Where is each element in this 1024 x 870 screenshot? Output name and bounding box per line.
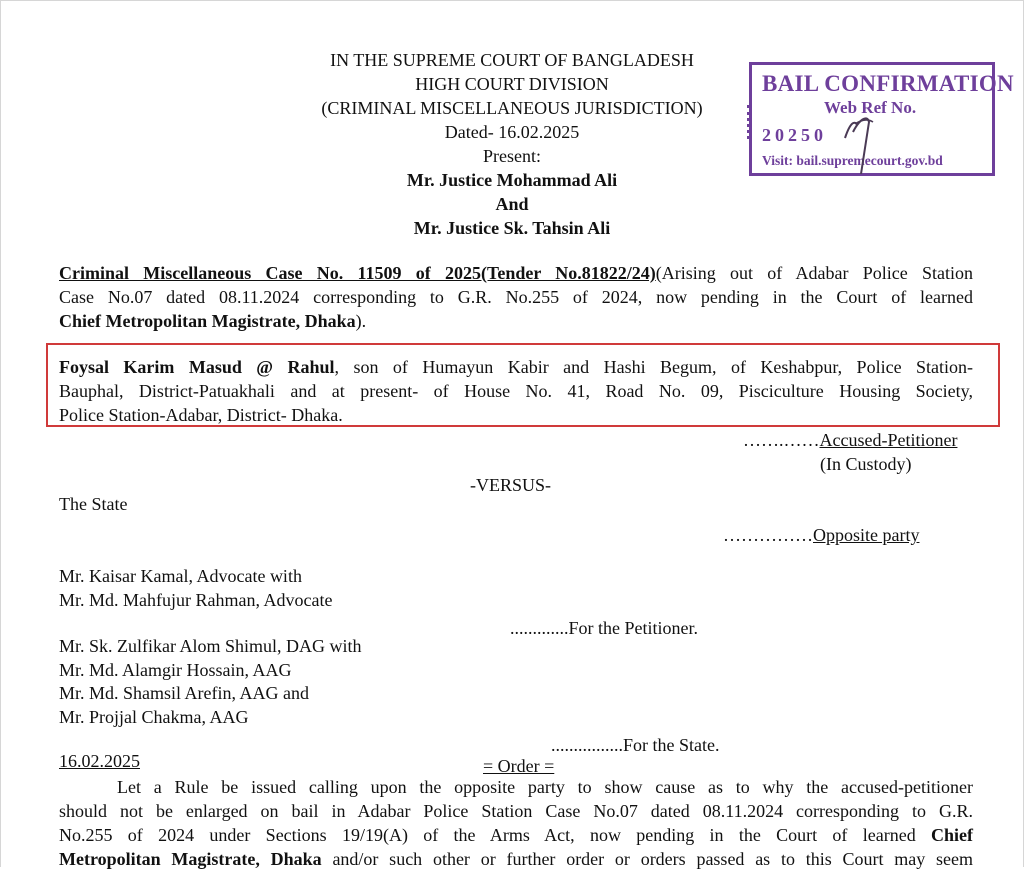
stamp-ref-number: 20250 [762,125,827,145]
handwritten-scribble [749,62,995,176]
counsel-petitioner-2: Mr. Md. Mahfujur Rahman, Advocate [59,590,333,610]
counsel-state-1: Mr. Sk. Zulfikar Alom Shimul, DAG with [59,636,362,656]
petitioner-name: Foysal Karim Masud @ Rahul [59,357,335,377]
order-line-3-text: No.255 of 2024 under Sections 19/19(A) of the Arms Act, now pending in the Court of learned [59,825,916,845]
order-date: 16.02.2025 [59,751,140,771]
respondent-role: Opposite party [813,525,920,545]
bail-confirmation-stamp [749,62,1014,176]
order-line-3 [59,824,973,846]
present-label: Present: [483,146,541,166]
counsel-petitioner-1: Mr. Kaisar Kamal, Advocate with [59,566,302,586]
counsel-state-4: Mr. Projjal Chakma, AAG [59,707,249,727]
order-line-4 [59,848,973,870]
petitioner-line-1 [59,356,973,378]
respondent-role-dots: …………… [723,525,813,545]
case-line-3-rest: ). [355,311,367,331]
dated: Dated- 16.02.2025 [444,122,580,142]
order-line-4-text: and/or such other or further order or orders passed as to this Court may seem [332,849,973,869]
case-line-2: Case No.07 dated 08.11.2024 corresponding to G.R. No.255 of 2024, now pending in the Court of learned [59,287,973,307]
order-line-2: should not be enlarged on bail in Adabar Police Station Case No.07 dated 08.11.2024 corresponding to G.R. [59,801,973,821]
judge-2: Mr. Justice Sk. Tahsin Ali [413,218,611,238]
order-line-4-bold: Metropolitan Magistrate, Dhaka [59,849,322,869]
stamp-visit-url: Visit: bail.supremecourt.gov.bd [762,153,943,168]
division: HIGH COURT DIVISION [415,74,609,94]
counsel-state-3: Mr. Md. Shamsil Arefin, AAG and [59,683,309,703]
jurisdiction: (CRIMINAL MISCELLANEOUS JURISDICTION) [321,98,703,118]
case-line-3 [59,310,973,332]
order-line-1: Let a Rule be issued calling upon the opposite party to show cause as to why the accused-petitioner [117,777,973,797]
versus-label: -VERSUS- [470,475,552,495]
petitioner-role-dots: …….…… [743,430,820,450]
order-heading: = Order = [483,756,555,776]
order-line-3-bold: Chief [931,825,974,845]
for-state-label: ................For the State. [551,735,720,755]
petitioner-role: Accused-Petitioner [819,430,958,450]
case-line-1-rest: (Arising out of Adabar Police Station [655,263,973,283]
stamp-title: BAIL CONFIRMATION [762,71,1014,96]
petitioner-line-1-rest: , son of Humayun Kabir and Hashi Begum, of Keshabpur, Police Station- [334,357,973,377]
custody-status: (In Custody) [820,454,912,474]
petitioner-role-line [743,429,957,451]
petitioner-line-3: Police Station-Adabar, District- Dhaka. [59,405,343,425]
respondent-name: The State [59,494,128,514]
for-petitioner-label: .............For the Petitioner. [510,618,698,638]
court-magistrate: Chief Metropolitan Magistrate, Dhaka [59,311,356,331]
counsel-state-2: Mr. Md. Alamgir Hossain, AAG [59,660,292,680]
and-label: And [495,194,529,214]
respondent-role-line [723,524,919,546]
petitioner-line-2: Bauphal, District-Patuakhali and at present- of House No. 41, Road No. 09, Pisciculture Housing Society, [59,381,973,401]
stamp-ref-label: Web Ref No. [824,98,917,117]
judge-1: Mr. Justice Mohammad Ali [406,170,618,190]
court-name: IN THE SUPREME COURT OF BANGLADESH [330,50,694,70]
case-line-1 [59,262,973,284]
case-title: Criminal Miscellaneous Case No. 11509 of 2025(Tender No.81822/24) [59,263,656,283]
